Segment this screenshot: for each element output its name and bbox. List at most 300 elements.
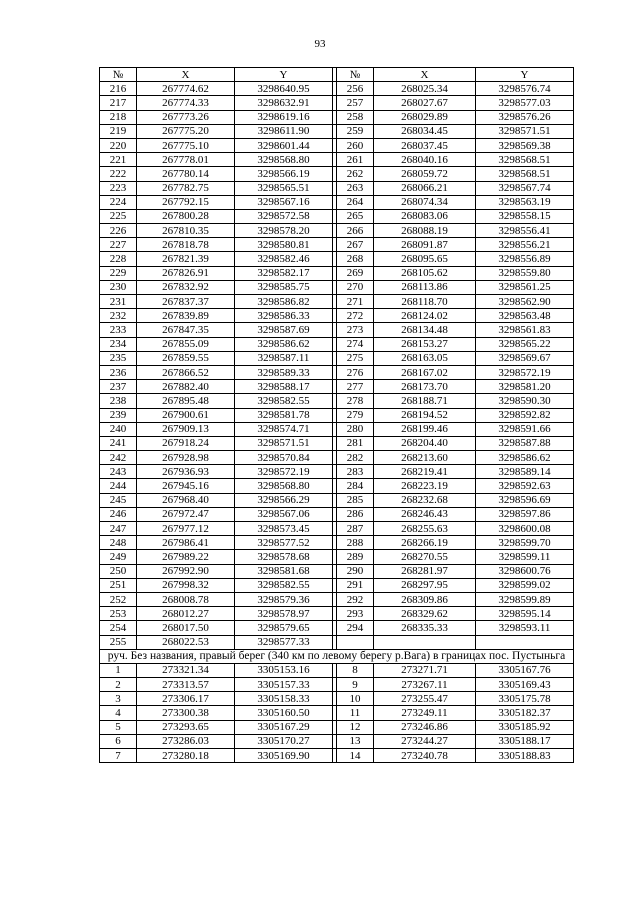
cell-number: 264: [337, 195, 374, 209]
cell-y: 3298587.88: [476, 436, 574, 450]
cell-y: 3298571.51: [235, 436, 333, 450]
cell-y: 3298567.74: [476, 181, 574, 195]
cell-x: 268074.34: [374, 195, 476, 209]
cell-number: 256: [337, 82, 374, 96]
cell-x: 267900.61: [137, 408, 235, 422]
cell-x: 268270.55: [374, 550, 476, 564]
cell-x: 267918.24: [137, 436, 235, 450]
cell-number: 218: [100, 110, 137, 124]
page-number: 93: [314, 38, 326, 50]
cell-y: 3298577.33: [235, 635, 333, 649]
cell-y: 3298585.75: [235, 280, 333, 294]
cell-y: 3298592.82: [476, 408, 574, 422]
table-row: [100, 110, 574, 124]
cell-y: 3298577.03: [476, 96, 574, 110]
cell-y: 3298568.51: [476, 153, 574, 167]
cell-number: 250: [100, 564, 137, 578]
cell-x: 267998.32: [137, 578, 235, 592]
cell-number: 231: [100, 295, 137, 309]
cell-x: 267837.37: [137, 295, 235, 309]
table-row: [100, 266, 574, 280]
table-row: [100, 692, 574, 706]
cell-y: 3305158.33: [235, 692, 333, 706]
cell-y: 3298595.14: [476, 607, 574, 621]
section-table-body: [100, 663, 574, 762]
cell-y: 3298582.55: [235, 578, 333, 592]
cell-x: 273246.86: [374, 720, 476, 734]
cell-y: 3298582.46: [235, 252, 333, 266]
cell-y: 3298568.51: [476, 167, 574, 181]
column-header-x: X: [374, 68, 476, 82]
cell-x: 267775.10: [137, 138, 235, 152]
cell-x: 267832.92: [137, 280, 235, 294]
cell-x: 267773.26: [137, 110, 235, 124]
cell-y: 3305175.78: [476, 692, 574, 706]
cell-number: 226: [100, 224, 137, 238]
cell-y: 3298632.91: [235, 96, 333, 110]
cell-number: 229: [100, 266, 137, 280]
cell-y: 3298599.11: [476, 550, 574, 564]
cell-x: 268027.67: [374, 96, 476, 110]
cell-number: 289: [337, 550, 374, 564]
cell-y: 3298565.51: [235, 181, 333, 195]
cell-number: 274: [337, 337, 374, 351]
cell-x: 268266.19: [374, 536, 476, 550]
table-row: [100, 124, 574, 138]
cell-y: 3298558.15: [476, 209, 574, 223]
cell-number: 260: [337, 138, 374, 152]
cell-number: 288: [337, 536, 374, 550]
cell-x: 267945.16: [137, 479, 235, 493]
cell-x: 267780.14: [137, 167, 235, 181]
table-row: [100, 536, 574, 550]
table-row: [100, 465, 574, 479]
cell-number: 265: [337, 209, 374, 223]
cell-x: 273280.18: [137, 749, 235, 763]
cell-y: 3298581.68: [235, 564, 333, 578]
cell-x: 273240.78: [374, 749, 476, 763]
main-table-body: [100, 82, 574, 650]
section-title-row: [100, 649, 574, 663]
cell-number: 13: [337, 734, 374, 748]
cell-x: 268025.34: [374, 82, 476, 96]
cell-y: 3298586.82: [235, 295, 333, 309]
cell-y: 3298582.17: [235, 266, 333, 280]
cell-number: 228: [100, 252, 137, 266]
table-row: [100, 706, 574, 720]
cell-x: 268281.97: [374, 564, 476, 578]
cell-x: 267782.75: [137, 181, 235, 195]
cell-x: 268037.45: [374, 138, 476, 152]
cell-x: 268022.53: [137, 635, 235, 649]
cell-y: 3298581.78: [235, 408, 333, 422]
cell-number: 259: [337, 124, 374, 138]
table-row: [100, 607, 574, 621]
cell-x: 273313.57: [137, 678, 235, 692]
cell-number: 4: [100, 706, 137, 720]
table-row: [100, 663, 574, 677]
cell-number: 11: [337, 706, 374, 720]
cell-y: 3298577.52: [235, 536, 333, 550]
cell-x: 267826.91: [137, 266, 235, 280]
cell-x: 267986.41: [137, 536, 235, 550]
cell-y: 3298559.80: [476, 266, 574, 280]
cell-x: 267972.47: [137, 507, 235, 521]
cell-y: 3305169.43: [476, 678, 574, 692]
cell-x: 273293.65: [137, 720, 235, 734]
cell-y: 3298586.62: [476, 451, 574, 465]
cell-y: 3298587.69: [235, 323, 333, 337]
cell-x: 267992.90: [137, 564, 235, 578]
cell-y: 3298580.81: [235, 238, 333, 252]
cell-y: 3298566.19: [235, 167, 333, 181]
cell-y: 3298593.11: [476, 621, 574, 635]
cell-y: 3298572.58: [235, 209, 333, 223]
cell-number: 248: [100, 536, 137, 550]
table-row: [100, 238, 574, 252]
cell-number: 253: [100, 607, 137, 621]
cell-y: 3298579.65: [235, 621, 333, 635]
cell-y: 3298578.68: [235, 550, 333, 564]
table-row: [100, 394, 574, 408]
cell-number: 234: [100, 337, 137, 351]
cell-y: 3298561.25: [476, 280, 574, 294]
cell-number: 279: [337, 408, 374, 422]
table-row: [100, 224, 574, 238]
cell-x: 267774.62: [137, 82, 235, 96]
cell-y: 3298601.44: [235, 138, 333, 152]
cell-y: 3298576.26: [476, 110, 574, 124]
cell-x: 268223.19: [374, 479, 476, 493]
table-row: [100, 181, 574, 195]
cell-number: 222: [100, 167, 137, 181]
coordinates-table: [99, 67, 574, 763]
cell-y: 3298576.74: [476, 82, 574, 96]
cell-y: 3298590.30: [476, 394, 574, 408]
cell-number: 12: [337, 720, 374, 734]
cell-number: 261: [337, 153, 374, 167]
cell-number: 238: [100, 394, 137, 408]
cell-y: 3298572.19: [235, 465, 333, 479]
cell-number: 2: [100, 678, 137, 692]
cell-number: 244: [100, 479, 137, 493]
column-header-x: X: [137, 68, 235, 82]
cell-x: 267818.78: [137, 238, 235, 252]
cell-x: 268118.70: [374, 295, 476, 309]
cell-number: 273: [337, 323, 374, 337]
cell-x: 268232.68: [374, 493, 476, 507]
column-header-y: Y: [235, 68, 333, 82]
table-row: [100, 309, 574, 323]
table-row: [100, 436, 574, 450]
cell-number: 233: [100, 323, 137, 337]
cell-number: 245: [100, 493, 137, 507]
cell-y: 3305188.17: [476, 734, 574, 748]
cell-number: 241: [100, 436, 137, 450]
cell-number: 8: [337, 663, 374, 677]
cell-number: [337, 635, 374, 649]
table-row: [100, 734, 574, 748]
cell-number: 237: [100, 380, 137, 394]
cell-number: 271: [337, 295, 374, 309]
cell-y: 3298600.76: [476, 564, 574, 578]
cell-number: 267: [337, 238, 374, 252]
cell-number: 14: [337, 749, 374, 763]
cell-y: 3305153.16: [235, 663, 333, 677]
table-row: [100, 195, 574, 209]
table-row: [100, 295, 574, 309]
cell-y: 3298562.90: [476, 295, 574, 309]
table-row: [100, 351, 574, 365]
cell-number: 230: [100, 280, 137, 294]
table-row: [100, 209, 574, 223]
table-row: [100, 479, 574, 493]
cell-number: 220: [100, 138, 137, 152]
cell-x: 268134.48: [374, 323, 476, 337]
cell-x: 267792.15: [137, 195, 235, 209]
cell-number: 272: [337, 309, 374, 323]
cell-x: 268194.52: [374, 408, 476, 422]
cell-x: 268167.02: [374, 365, 476, 379]
cell-y: 3298565.22: [476, 337, 574, 351]
cell-y: 3298588.17: [235, 380, 333, 394]
table-row: [100, 280, 574, 294]
cell-y: 3298568.80: [235, 153, 333, 167]
table-header-row: [100, 68, 574, 82]
cell-y: 3298569.67: [476, 351, 574, 365]
cell-y: 3298563.48: [476, 309, 574, 323]
cell-y: 3298556.41: [476, 224, 574, 238]
cell-x: 267810.35: [137, 224, 235, 238]
cell-y: 3305170.27: [235, 734, 333, 748]
cell-y: 3298599.70: [476, 536, 574, 550]
cell-x: 268255.63: [374, 522, 476, 536]
cell-x: 267839.89: [137, 309, 235, 323]
table-row: [100, 522, 574, 536]
cell-number: 293: [337, 607, 374, 621]
cell-number: 223: [100, 181, 137, 195]
cell-y: [476, 635, 574, 649]
cell-y: 3298586.33: [235, 309, 333, 323]
table-row: [100, 167, 574, 181]
cell-number: 216: [100, 82, 137, 96]
cell-x: 267821.39: [137, 252, 235, 266]
table-row: [100, 749, 574, 763]
cell-x: 268012.27: [137, 607, 235, 621]
cell-x: 268091.87: [374, 238, 476, 252]
cell-x: 267928.98: [137, 451, 235, 465]
cell-x: [374, 635, 476, 649]
cell-number: 240: [100, 422, 137, 436]
cell-number: 286: [337, 507, 374, 521]
cell-y: 3298561.83: [476, 323, 574, 337]
table-row: [100, 252, 574, 266]
cell-number: 291: [337, 578, 374, 592]
cell-y: 3305169.90: [235, 749, 333, 763]
cell-number: 268: [337, 252, 374, 266]
cell-x: 268017.50: [137, 621, 235, 635]
cell-x: 268113.86: [374, 280, 476, 294]
column-header-number: №: [337, 68, 374, 82]
table-row: [100, 564, 574, 578]
cell-y: 3298570.84: [235, 451, 333, 465]
cell-x: 267855.09: [137, 337, 235, 351]
table-row: [100, 451, 574, 465]
cell-number: 7: [100, 749, 137, 763]
table-row: [100, 550, 574, 564]
cell-x: 268105.62: [374, 266, 476, 280]
cell-number: 243: [100, 465, 137, 479]
cell-number: 236: [100, 365, 137, 379]
cell-x: 273255.47: [374, 692, 476, 706]
cell-x: 273306.17: [137, 692, 235, 706]
cell-number: 3: [100, 692, 137, 706]
cell-y: 3298619.16: [235, 110, 333, 124]
table-row: [100, 720, 574, 734]
cell-y: 3298568.80: [235, 479, 333, 493]
cell-y: 3298599.02: [476, 578, 574, 592]
cell-x: 268153.27: [374, 337, 476, 351]
table-row: [100, 337, 574, 351]
cell-x: 268088.19: [374, 224, 476, 238]
cell-y: 3305188.83: [476, 749, 574, 763]
cell-x: 267968.40: [137, 493, 235, 507]
table-row: [100, 153, 574, 167]
cell-x: 273244.27: [374, 734, 476, 748]
cell-number: 227: [100, 238, 137, 252]
cell-x: 268329.62: [374, 607, 476, 621]
cell-x: 268034.45: [374, 124, 476, 138]
cell-y: 3305182.37: [476, 706, 574, 720]
cell-x: 273249.11: [374, 706, 476, 720]
cell-number: 5: [100, 720, 137, 734]
cell-y: 3298587.11: [235, 351, 333, 365]
cell-x: 268008.78: [137, 592, 235, 606]
cell-y: 3298596.69: [476, 493, 574, 507]
cell-x: 268095.65: [374, 252, 476, 266]
cell-y: 3298573.45: [235, 522, 333, 536]
cell-y: 3305167.76: [476, 663, 574, 677]
cell-number: 262: [337, 167, 374, 181]
cell-number: 252: [100, 592, 137, 606]
cell-y: 3305157.33: [235, 678, 333, 692]
table-row: [100, 380, 574, 394]
cell-y: 3298572.19: [476, 365, 574, 379]
cell-y: 3298581.20: [476, 380, 574, 394]
cell-x: 273321.34: [137, 663, 235, 677]
table-row: [100, 578, 574, 592]
cell-number: 294: [337, 621, 374, 635]
cell-x: 267847.35: [137, 323, 235, 337]
cell-number: 221: [100, 153, 137, 167]
cell-y: 3298640.95: [235, 82, 333, 96]
cell-number: 249: [100, 550, 137, 564]
cell-x: 273300.38: [137, 706, 235, 720]
table-row: [100, 507, 574, 521]
cell-y: 3298597.86: [476, 507, 574, 521]
cell-x: 268199.46: [374, 422, 476, 436]
cell-number: 258: [337, 110, 374, 124]
table-row: [100, 422, 574, 436]
cell-number: 9: [337, 678, 374, 692]
column-header-y: Y: [476, 68, 574, 82]
cell-x: 268124.02: [374, 309, 476, 323]
cell-number: 235: [100, 351, 137, 365]
cell-y: 3298556.21: [476, 238, 574, 252]
cell-number: 242: [100, 451, 137, 465]
cell-number: 224: [100, 195, 137, 209]
cell-number: 10: [337, 692, 374, 706]
cell-number: 263: [337, 181, 374, 195]
cell-x: 268059.72: [374, 167, 476, 181]
cell-x: 267909.13: [137, 422, 235, 436]
cell-number: 290: [337, 564, 374, 578]
cell-y: 3298600.08: [476, 522, 574, 536]
cell-x: 267936.93: [137, 465, 235, 479]
cell-number: 251: [100, 578, 137, 592]
table-row: [100, 592, 574, 606]
cell-x: 268213.60: [374, 451, 476, 465]
cell-y: 3298599.89: [476, 592, 574, 606]
cell-number: 285: [337, 493, 374, 507]
cell-y: 3298586.62: [235, 337, 333, 351]
cell-number: 266: [337, 224, 374, 238]
cell-number: 282: [337, 451, 374, 465]
table-row: [100, 82, 574, 96]
cell-x: 267989.22: [137, 550, 235, 564]
cell-x: 267882.40: [137, 380, 235, 394]
table-row: [100, 493, 574, 507]
cell-y: 3298578.97: [235, 607, 333, 621]
cell-y: 3305167.29: [235, 720, 333, 734]
cell-y: 3298579.36: [235, 592, 333, 606]
cell-x: 268173.70: [374, 380, 476, 394]
cell-x: 268029.89: [374, 110, 476, 124]
cell-x: 273271.71: [374, 663, 476, 677]
cell-y: 3298556.89: [476, 252, 574, 266]
cell-x: 268083.06: [374, 209, 476, 223]
cell-number: 275: [337, 351, 374, 365]
cell-y: 3298563.19: [476, 195, 574, 209]
cell-number: 247: [100, 522, 137, 536]
cell-x: 268163.05: [374, 351, 476, 365]
cell-number: 239: [100, 408, 137, 422]
cell-y: 3298611.90: [235, 124, 333, 138]
cell-x: 267859.55: [137, 351, 235, 365]
cell-number: 284: [337, 479, 374, 493]
cell-x: 267800.28: [137, 209, 235, 223]
cell-x: 267895.48: [137, 394, 235, 408]
cell-number: 269: [337, 266, 374, 280]
cell-x: 268246.43: [374, 507, 476, 521]
cell-number: 1: [100, 663, 137, 677]
cell-y: 3298591.66: [476, 422, 574, 436]
cell-number: 277: [337, 380, 374, 394]
cell-y: 3298589.14: [476, 465, 574, 479]
table-row: [100, 365, 574, 379]
cell-y: 3298578.20: [235, 224, 333, 238]
cell-x: 268219.41: [374, 465, 476, 479]
cell-number: 257: [337, 96, 374, 110]
cell-x: 267775.20: [137, 124, 235, 138]
cell-x: 273286.03: [137, 734, 235, 748]
cell-y: 3298574.71: [235, 422, 333, 436]
cell-number: 287: [337, 522, 374, 536]
cell-number: 270: [337, 280, 374, 294]
cell-x: 268204.40: [374, 436, 476, 450]
table-row: [100, 678, 574, 692]
cell-number: 255: [100, 635, 137, 649]
